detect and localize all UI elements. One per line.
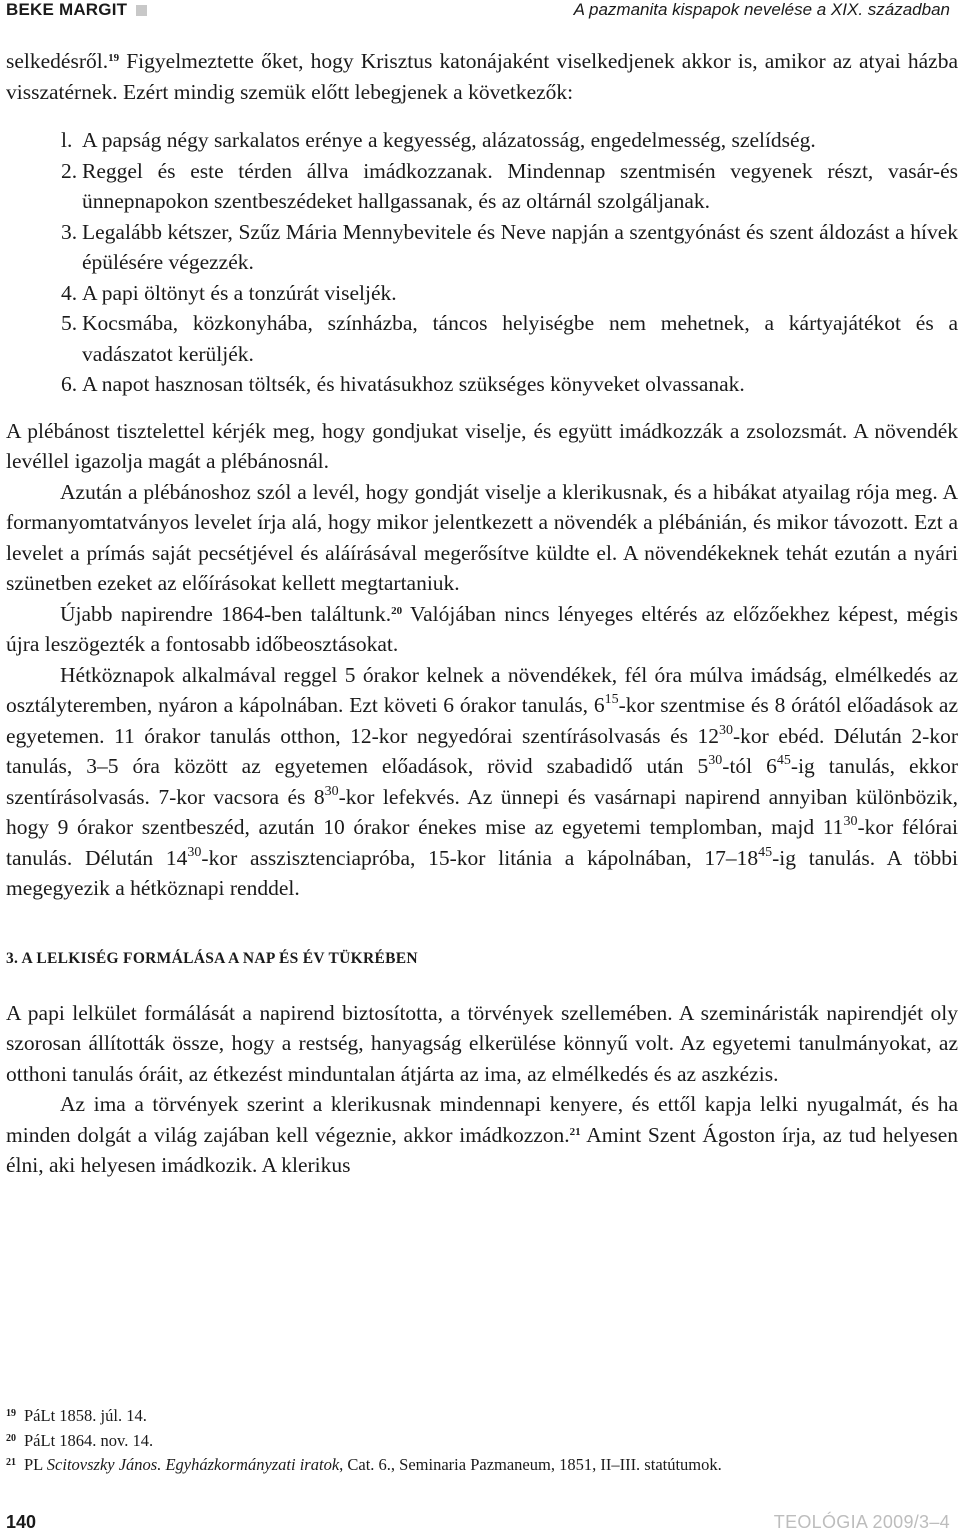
section-body — [6, 998, 958, 1181]
paragraph-1864 — [6, 599, 958, 660]
footnote-21 — [6, 1453, 956, 1478]
rule-number: l. — [61, 128, 73, 152]
paragraph-text: Az ima a törvények szerint a klerikusnak mindennapi kenyere, és ettől kapja lelki nyugalmát, és ha minden dolgát a világ zajában kell végeznie, akkor imádkozzon. — [6, 1092, 958, 1147]
minute-superscript: 15 — [604, 692, 619, 707]
minute-superscript: 30 — [719, 722, 734, 738]
schedule-text: -kor asszisztenciapróba, 15-kor litánia a kápolnában, 17–18 — [201, 845, 759, 870]
header-running-title: A pazmanita kispapok nevelése a XIX. században — [573, 0, 950, 19]
rule-item-6 — [61, 369, 958, 400]
minute-superscript: 30 — [187, 844, 202, 860]
running-header — [0, 0, 960, 26]
rule-number: 3. — [61, 219, 78, 244]
rules-list — [6, 125, 958, 400]
paragraph-text: Figyelmeztette őket, hogy Krisztus katonájaként viselkedjenek akkor is, amikor az atyai házba visszatérnek. Ezért mindig szemük előtt lebegjenek a következők: — [6, 49, 958, 104]
section-heading: 3. A LELKISÉG FORMÁLÁSA A NAP ÉS ÉV TÜKRÉBEN — [6, 949, 418, 967]
footnote-number: 20 — [6, 1432, 16, 1444]
main-text — [6, 46, 958, 1181]
rule-item-4 — [61, 278, 958, 309]
schedule-text: -tól 6 — [722, 754, 777, 778]
paragraph-text: selkedésről. — [6, 49, 109, 73]
minute-superscript: 30 — [843, 814, 858, 829]
rule-item-5 — [61, 308, 958, 369]
footnote-20 — [6, 1429, 956, 1454]
rule-number: 5. — [61, 311, 78, 335]
page-number: 140 — [6, 1512, 37, 1532]
rule-number: 4. — [61, 280, 78, 305]
minute-superscript: 45 — [758, 844, 773, 860]
minute-superscript: 30 — [708, 753, 723, 768]
rule-text: A papi öltönyt és a tonzúrát viseljék. — [82, 280, 397, 305]
rule-item-2 — [61, 156, 958, 217]
footnote-text: PáLt 1864. nov. 14. — [24, 1430, 154, 1450]
schedule-text: -kor ebéd. Délután 2-kor tanulás, 3–5 óra között az egyetemen előadások, rövid szabadidő után 5 — [6, 723, 958, 778]
footnotes — [6, 1404, 956, 1478]
rule-text: Kocsmába, közkonyhába, színházba, táncos helyiségbe nem mehetnek, a kártyajátékot és a vadászatot kerüljék. — [82, 311, 958, 366]
schedule-text: -kor lefekvés. Az ünnepi és vasárnapi napirend annyiban különbözik, hogy 9 órakor szentbeszéd, azután 10 órakor énekes mise az egyetemi templomban, majd 11 — [6, 784, 958, 839]
header-separator-square — [136, 5, 147, 16]
paragraph-text: Újabb napirendre 1864-ben találtunk. — [60, 601, 392, 626]
footnote-number: 21 — [6, 1457, 16, 1468]
footnote-italic-title: Scitovszky János. Egyházkormányzati iratok — [46, 1455, 340, 1474]
paragraph-intro — [6, 46, 958, 107]
header-author: BEKE MARGIT — [6, 0, 128, 19]
schedule-text: -kor félórai tanulás. Délután 14 — [6, 815, 958, 870]
rule-text: Reggel és este térden állva imádkozzanak. Mindennap szentmisén vegyenek részt, vasár-és ünnepnapokon szentbeszédeket hallgassanak, és az oltárnál szolgáljanak. — [82, 158, 958, 213]
paragraph-text: Valójában nincs lényeges eltérés az előzőekhez képest, mégis újra leszögezték a fontosabb időbeosztásokat. — [6, 601, 958, 656]
rule-item-3 — [61, 217, 958, 278]
footnote-text: PáLt 1858. júl. 14. — [24, 1406, 147, 1425]
schedule-text: Hétköznapok alkalmával reggel 5 órakor kelnek a növendékek, fél óra múlva imádság, elmélkedés az osztályteremben, nyáron a kápolnában. Ezt követi 6 órakor tanulás, 6 — [6, 662, 958, 717]
rule-text: Legalább kétszer, Szűz Mária Mennybevitele és Neve napján a szentgyónást és szent áldozást a hívek épülésére végezzék. — [82, 219, 958, 274]
journal-name: TEOLÓGIA 2009/3–4 — [773, 1512, 950, 1532]
paragraph-plebanos: A plébánost tisztelettel kérjék meg, hogy gondjukat viselje, és együtt imádkozzák a zsolozsmát. A növendék levéllel igazolja magát a plébánosnál. — [6, 418, 958, 473]
schedule-text: -ig tanulás. A többi megegyezik a hétköznapi renddel. — [6, 845, 958, 900]
paragraph-lelkulet: A papi lelkület formálását a napirend biztosította, a törvények szellemében. A szemináristák napirendjét oly szorosan állították össze, hogy a restség, hanyagság elkerülése könnyű volt. Az egyetemi tanulmányokat, az otthoni tanulás óráit, az étkezést minduntalan átjárta az ima, az elmélkedés és az aszkézis. — [6, 1000, 958, 1086]
footnote-ref-21[interactable]: 21 — [569, 1125, 581, 1138]
schedule-text: -kor szentmise és 8 órától előadások az egyetemen. 11 órakor tanulás otthon, 12-kor negyedórai szentírásolvasás és 12 — [6, 693, 958, 748]
footnote-text: , Cat. 6., Seminaria Pazmaneum, 1851, II–III. statútumok. — [339, 1455, 722, 1474]
footnote-text: PL — [24, 1455, 47, 1474]
paragraph-level: Azután a plébánoshoz szól a levél, hogy gondját viselje a klerikusnak, és a hibákat atyailag rója meg. A formanyomtatványos levelet írja alá, hogy mikor jelentkezett a növendék a plébánián, és mikor távozott. Ezt a levelet a prímás saját pecsétjével és aláírásával megerősítve küldte el. A növendékeknek tehát ezután a nyári szünetben ezeket az előírásokat kellett megtartaniuk. — [6, 479, 958, 595]
paragraph-schedule — [6, 660, 958, 904]
rule-item-1 — [61, 125, 958, 156]
rule-text: A napot hasznosan töltsék, és hivatásukhoz szükséges könyveket olvassanak. — [82, 372, 745, 396]
footnote-ref-19[interactable]: 19 — [108, 52, 120, 64]
footnote-number: 19 — [6, 1408, 16, 1419]
rule-text: A papság négy sarkalatos erénye a kegyesség, alázatosság, engedelmesség, szelídség. — [82, 128, 816, 152]
footnote-19 — [6, 1404, 956, 1429]
paragraph-text: Amint Szent Ágoston írja, az tud helyesen élni, aki helyesen imádkozik. A klerikus — [6, 1122, 958, 1177]
schedule-text: -ig tanulás, ekkor szentírásolvasás. 7-kor vacsora és 8 — [6, 754, 958, 809]
running-footer — [0, 1508, 960, 1534]
rule-number: 6. — [61, 372, 78, 396]
spacer — [6, 400, 958, 416]
rule-number: 2. — [61, 158, 78, 183]
footnote-ref-20[interactable]: 20 — [391, 604, 403, 617]
minute-superscript: 45 — [776, 753, 791, 768]
minute-superscript: 30 — [324, 783, 339, 799]
paragraph-ima — [6, 1089, 958, 1181]
